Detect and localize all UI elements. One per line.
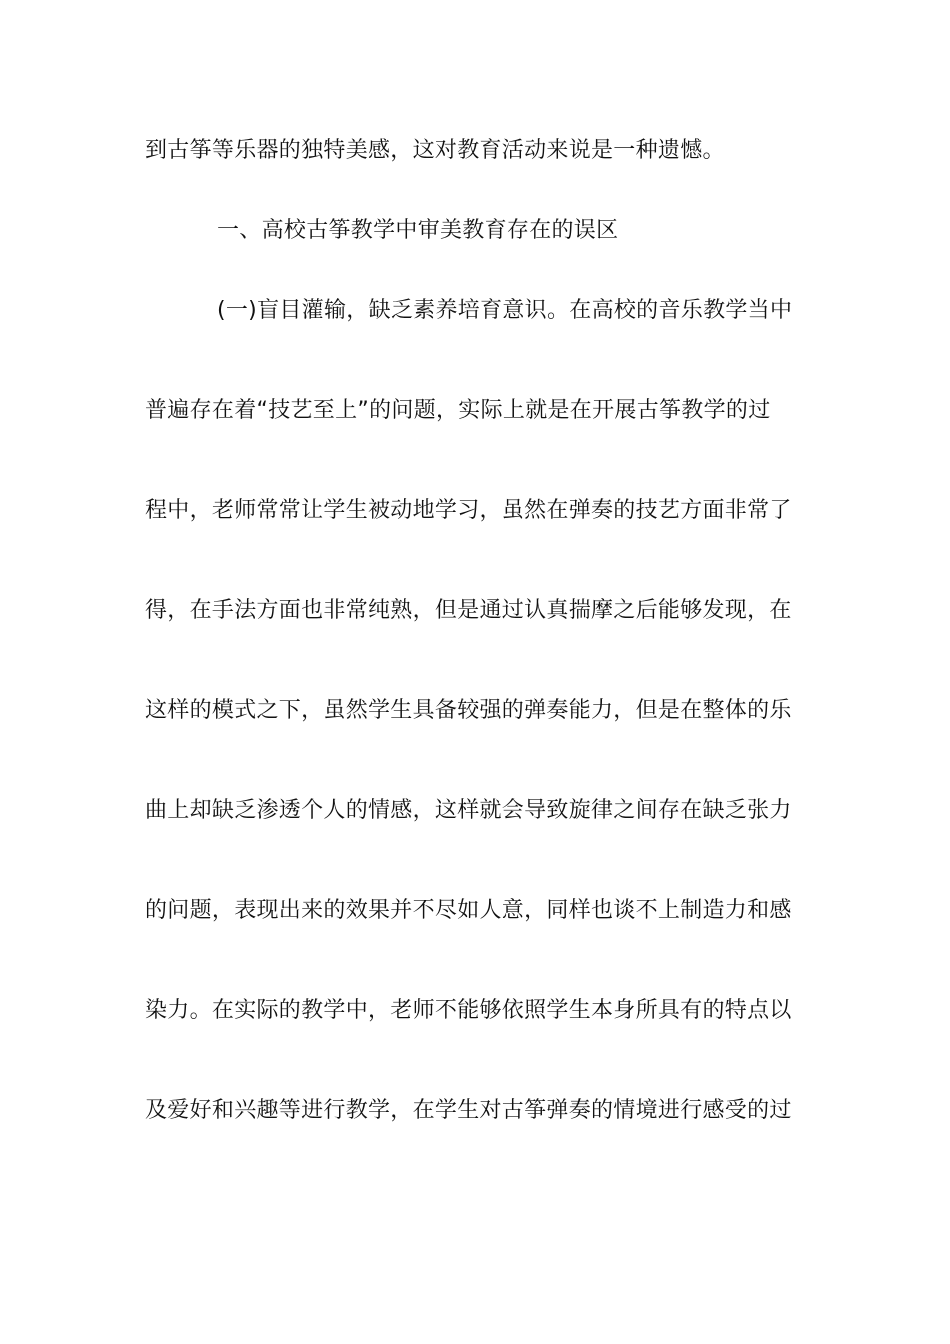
paragraph-line: 曲上却缺乏渗透个人的情感，这样就会导致旋律之间存在缺乏张力: [145, 798, 792, 823]
paragraph-line: 程中，老师常常让学生被动地学习，虽然在弹奏的技艺方面非常了: [145, 498, 792, 523]
paragraph-line: 的问题，表现出来的效果并不尽如人意，同样也谈不上制造力和感: [145, 898, 792, 923]
section-heading: 一、高校古筝教学中审美教育存在的误区: [217, 218, 619, 243]
paragraph-line: (一)盲目灌输，缺乏素养培育意识。在高校的音乐教学当中: [217, 298, 793, 323]
paragraph-line: 这样的模式之下，虽然学生具备较强的弹奏能力，但是在整体的乐: [145, 698, 792, 723]
paragraph-line: 及爱好和兴趣等进行教学，在学生对古筝弹奏的情境进行感受的过: [145, 1098, 792, 1123]
paragraph-line: 染力。在实际的教学中，老师不能够依照学生本身所具有的特点以: [145, 998, 792, 1023]
paragraph-line: 到古筝等乐器的独特美感，这对教育活动来说是一种遗憾。: [145, 138, 725, 163]
paragraph-line: 得，在手法方面也非常纯熟，但是通过认真揣摩之后能够发现，在: [145, 598, 792, 623]
paragraph-line: 普遍存在着“技艺至上”的问题，实际上就是在开展古筝教学的过: [145, 398, 771, 423]
